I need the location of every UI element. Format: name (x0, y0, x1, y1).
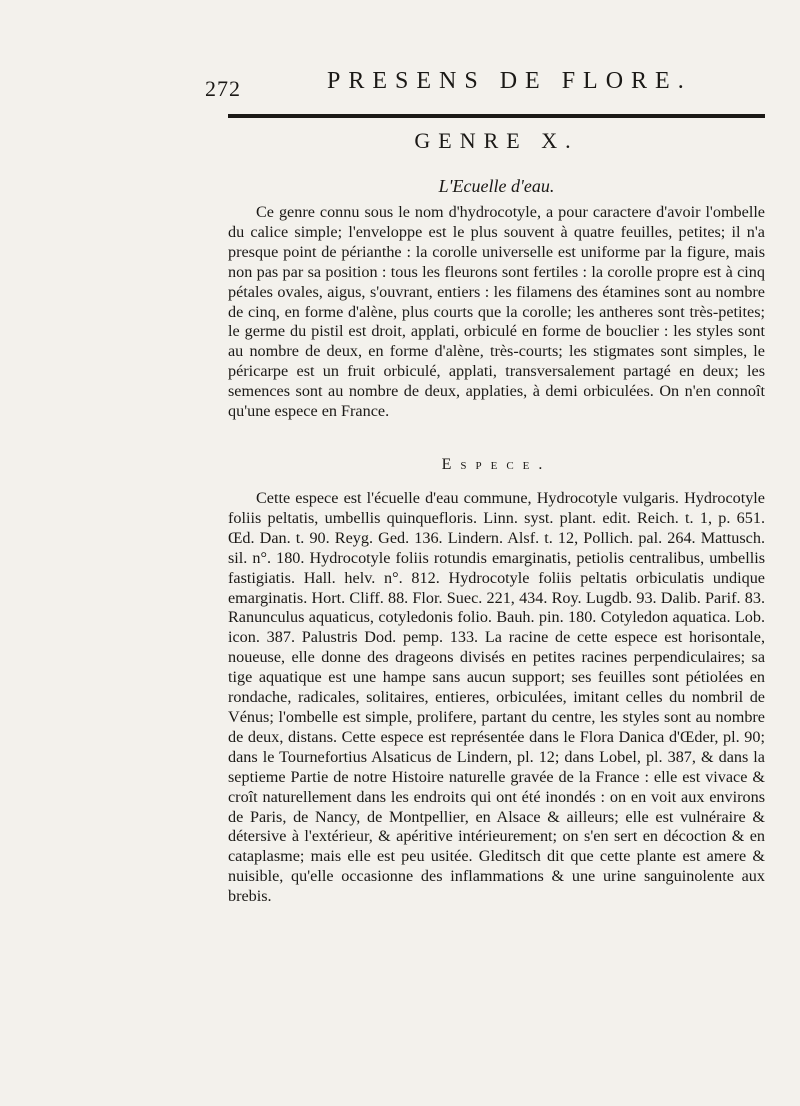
running-title: PRESENS DE FLORE. (327, 68, 692, 94)
genre-description-paragraph: Ce genre connu sous le nom d'hydrocotyle, a pour caractere d'avoir l'ombelle du calice simple; l'enveloppe est le plus souvent à quatre feuilles, petites; il n'a presque point de périanthe : la corolle universelle est uniforme par la figure, mais non pas par sa position : tous les fleurons sont fertiles : la corolle propre est à cinq pétales ovales, aigus, s'ouvrant, entiers : les filamens des étamines sont au nombre de cinq, en forme d'alène, plus courts que la corolle; les antheres sont très-petites; le germe du pistil est droit, applati, orbiculé en forme de bouclier : les styles sont au nombre de deux, en forme d'alène, très-courts; les stigmates sont simples, le péricarpe est un fruit orbiculé, applati, transversalement partagé en deux; les semences sont au nombre de deux, applaties, à demi orbiculées. On n'en connoît qu'une espece en France. (228, 203, 765, 421)
espece-heading: Espece. (441, 456, 552, 473)
page-number: 272 (205, 76, 241, 101)
espece-description-paragraph: Cette espece est l'écuelle d'eau commune, Hydrocotyle vulgaris. Hydrocotyle foliis peltatis, umbellis quinquefloris. Linn. syst. plant. edit. Reich. t. 1, p. 651. Œd. Dan. t. 90. Reyg. Ged. 136. Lindern. Alsf. t. 12, Pollich. pal. 264. Mattusch. sil. n°. 180. Hydrocotyle foliis rotundis emarginatis, petiolis centralibus, umbellis fastigiatis. Hall. helv. n°. 812. Hydrocotyle foliis peltatis orbiculatis undique emarginatis. Hort. Cliff. 88. Flor. Suec. 221, 434. Roy. Lugdb. 93. Dalib. Parif. 83. Ranunculus aquaticus, cotyledonis folio. Bauh. pin. 180. Cotyledon aquatica. Lob. icon. 387. Palustris Dod. pemp. 133. La racine de cette espece est horisontale, noueuse, elle donne des drageons divisés en petites racines perpendiculaires; sa tige aquatique est une hampe sans aucun support; ses feuilles sont pétiolées en rondache, radicales, solitaires, entieres, orbiculées, imitant celles du nombril de Vénus; l'ombelle est simple, prolifere, partant du centre, les styles sont au nombre de deux, distans. Cette espece est représentée dans le Flora Danica d'Œder, pl. 90; dans le Tournefortius Alsaticus de Lindern, pl. 12; dans Lobel, pl. 387, & dans la septieme Partie de notre Histoire naturelle gravée de la France : elle est vivace & croît naturellement dans les endroits qui ont été inondés : on en voit aux environs de Paris, de Nancy, de Montpellier, en Alsace & ailleurs; elle est vulnéraire & détersive à l'extérieur, & apéritive intérieurement; on s'en sert en décoction & en cataplasme; mais elle est peu usitée. Gleditsch dit que cette plante est amere & nuisible, qu'elle occasionne des inflammations & une urine sanguinolente aux brebis. (228, 489, 765, 906)
genre-subtitle: L'Ecuelle d'eau. (438, 176, 555, 196)
genre-heading: GENRE X. (414, 128, 579, 153)
running-header (205, 64, 765, 104)
header-rule (228, 114, 765, 118)
